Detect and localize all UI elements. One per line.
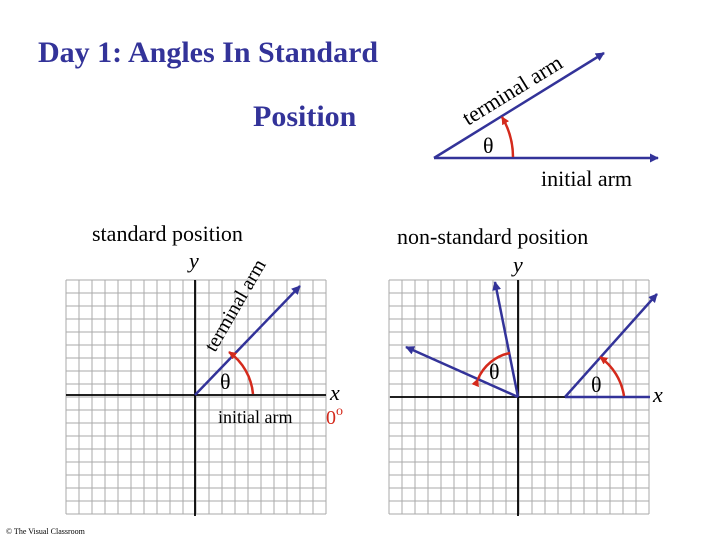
nonstandard-y-label: y [513,252,523,277]
page-title: Day 1: Angles In Standard [38,36,379,69]
top-terminal-arm-label: terminal arm [457,49,567,131]
nonstandard-left-theta-label: θ [489,359,500,384]
standard-theta-label: θ [220,369,231,394]
nonstandard-heading: non-standard position [397,224,589,249]
standard-initial-arm-label: initial arm [218,407,293,427]
top-initial-arm-label: initial arm [541,166,633,191]
top-theta-label: θ [483,133,494,158]
copyright-notice: © The Visual Classroom [6,527,85,536]
standard-heading: standard position [92,221,243,246]
standard-x-label: x [330,380,340,405]
top-terminal-arm [434,53,604,158]
nonstandard-right-angle-arc [600,357,624,396]
standard-grid [66,280,326,514]
top-angle-diagram [434,50,658,191]
page-title-continued: Position [253,100,357,133]
top-angle-arc [502,117,513,157]
standard-position-diagram [66,221,343,516]
nonstandard-position-diagram [389,224,663,516]
standard-zero-degree-label: 0$^o$ [326,404,343,429]
standard-terminal-arm-label: terminal arm [200,255,271,356]
standard-y-label: y [189,248,199,273]
nonstandard-x-label: x [653,382,663,407]
nonstandard-right-theta-label: θ [591,372,602,397]
